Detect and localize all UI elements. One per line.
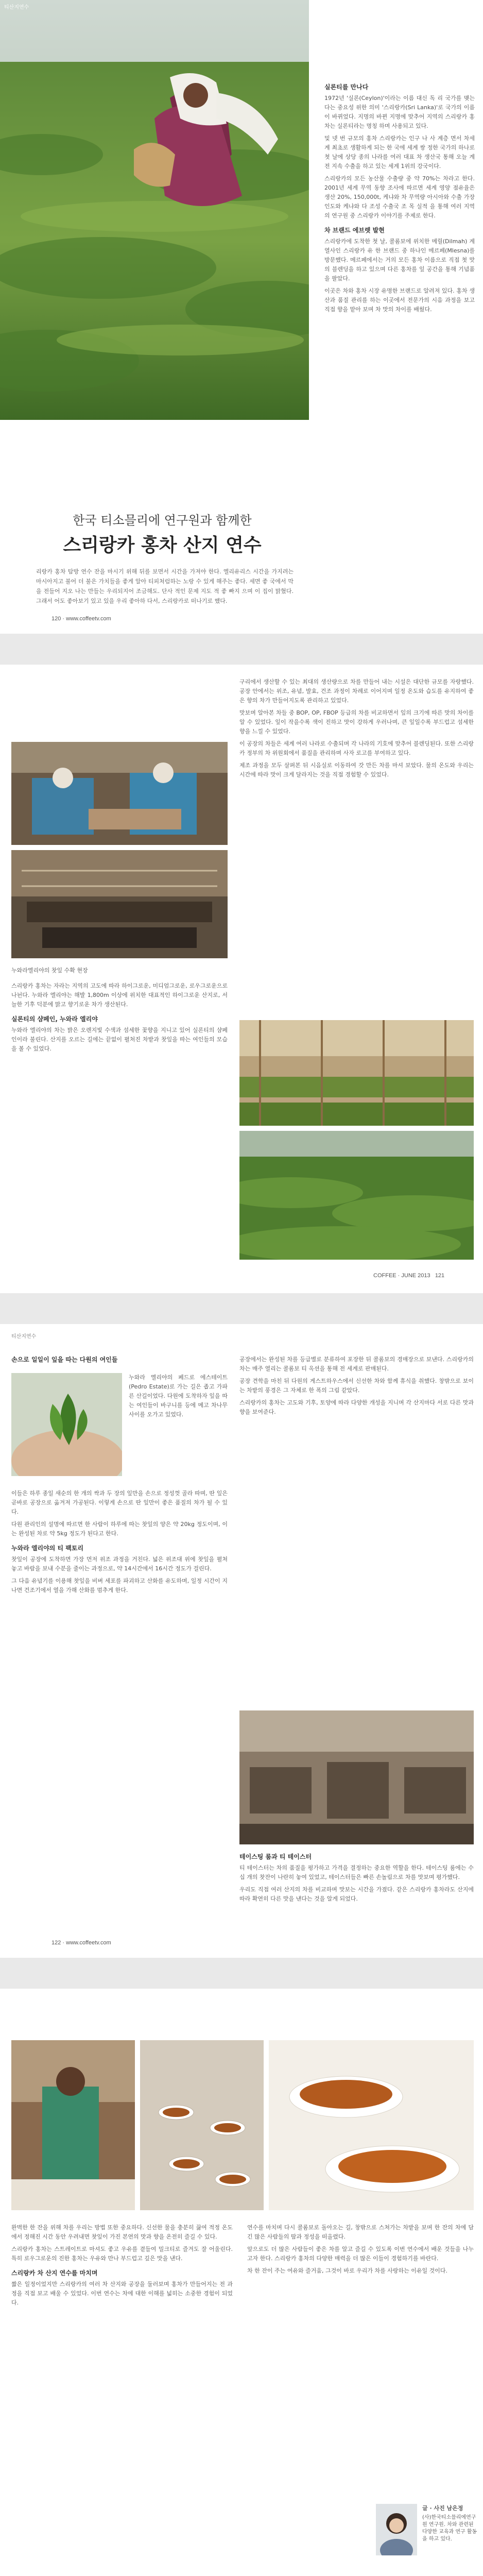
section-tag: 티산지연수	[4, 5, 29, 10]
paragraph: 스리랑카 홍차는 스트레이트로 마셔도 좋고 우유를 곁들여 밀크티로 즐겨도 잘 어울린다. 특히 로우그로운의 진한 홍차는 우유와 만나 부드럽고 깊은 맛을 낸다.	[11, 2246, 233, 2262]
paragraph: 누와라 엘리야의 차는 밝은 오렌지빛 수색과 섬세한 꽃향을 지니고 있어 실론티의 샴페인이라 불린다. 산지를 오르는 길에는 끝없이 펼쳐진 차밭과 찻잎을 따는 여인들의 모습을 볼 수 있었다.	[11, 1027, 228, 1052]
tea-leaf-hand-photo	[11, 1373, 122, 1476]
paragraph: 그 다음 유념기를 이용해 찻잎을 비벼 세포를 파괴하고 산화를 유도하며, 일정 시간이 지나면 건조기에서 열을 가해 산화를 멈추게 한다.	[11, 1578, 228, 1594]
heading-nuwara-eliya: 실론티의 샴페인, 누와라 엘리야	[11, 1015, 98, 1023]
author-bio: (사)한국티소믈리에연구원 연구원. 차와 관련된 다양한 교육과 연구 활동을 하고 있다.	[422, 2515, 477, 2542]
magazine-page-123	[0, 1989, 483, 2576]
paragraph: 구리에서 생산할 수 있는 최대의 생산량으로 차를 만들어 내는 시설은 대단한 규모를 자랑했다. 공장 안에서는 위조, 유념, 발효, 건조 과정이 차례로 이어지며 일정 온도와 습도를 유지하여 좋은 향의 차가 만들어지도록 관리하고 있었다.	[239, 679, 474, 704]
paragraph: 앞으로도 더 많은 사람들이 좋은 차를 알고 즐길 수 있도록 이번 연수에서 배운 것들을 나누고자 한다. 스리랑카 홍차의 다양한 매력을 더 많은 이들이 경험하기를 바란다.	[247, 2246, 474, 2262]
paragraph: 공장 견학을 마친 뒤 다원의 게스트하우스에서 신선한 차와 함께 휴식을 취했다. 창밖으로 보이는 차밭의 풍경은 그 자체로 한 폭의 그림 같았다.	[239, 1378, 474, 1394]
paragraph: 이 공장의 차들은 세계 여러 나라로 수출되며 각 나라의 기호에 맞추어 블렌딩된다. 또한 스리랑카 정부의 차 위원회에서 품질을 관리하며 사자 로고를 부여하고 있다.	[239, 740, 474, 756]
paragraph: 완벽한 한 잔을 위해 차를 우리는 방법 또한 중요하다. 신선한 물을 충분히 끓여 적정 온도에서 정해진 시간 동안 우려내면 찻잎이 가진 본연의 맛과 향을 온전히 즐길 수 있다.	[11, 2224, 233, 2240]
paragraph: 연수를 마치며 다시 콜롬보로 돌아오는 길, 창밖으로 스쳐가는 차밭을 보며 한 잔의 차에 담긴 많은 사람들의 땀과 정성을 떠올렸다.	[247, 2224, 474, 2240]
paragraph: 스리랑카 홍차는 자라는 지역의 고도에 따라 하이그로운, 미디엄그로운, 로우그로운으로 나뉜다. 누와라 엘리야는 해발 1,800m 이상에 위치한 대표적인 하이그로운 산지로, 서늘한 기후 덕분에 맑고 향기로운 차가 생산된다.	[11, 982, 228, 1008]
paragraph: 1972년 '실론(Ceylon)'이라는 이름 대신 독 리 국가를 맺는다는 중요성 위한 의미 '스리랑카(Sri Lanka)'로 국가의 이름이 바뀌었다. 지명의 바뀐 지명에 맞추어 지역의 스리랑카 홍차는 실론티라는 명칭 하며 사용되고 있다.	[324, 95, 475, 129]
paragraph: 및 넷 번 규모의 홍차 스리랑카는 인구 나 사 계층 면서 차세계 최초로 생활하게 되는 한 국에 세계 쌍 정한 국가의 하나로 첫 날에 상당 종의 나라를 여러 대표 차 생산국 통해 오늘 계 전 지속 수출을 하고 있는 세계 1위의 강국이다.	[324, 135, 475, 170]
tea-plucker-photo	[0, 0, 309, 420]
paragraph: 공장에서는 완성된 차를 등급별로 분류하여 포장한 뒤 콜롬보의 경매장으로 보낸다. 스리랑카의 차는 매주 열리는 콜롬보 티 옥션을 통해 전 세계로 판매된다.	[239, 1356, 474, 1372]
author-label: 글 · 사진 남은정	[422, 2505, 463, 2512]
page-gap	[0, 1293, 483, 1324]
left-column-text	[11, 981, 228, 1057]
paragraph: 누와라 엘리야의 페드로 에스테이트(Pedro Estate)로 가는 길은 좁고 가파른 산길이었다. 다원에 도착하자 잎을 따는 여인들이 바구니를 등에 메고 차나무 사이를 오가고 있었다.	[129, 1374, 228, 1418]
paragraph: 맛보며 알아본 차들 중 BOP, OP, FBOP 등급의 차를 비교하면서 잎의 크기에 따른 맛의 차이를 알 수 있었다. 잎이 작을수록 색이 진하고 맛이 강하게 우러나며, 큰 잎일수록 부드럽고 섬세한 향을 느낄 수 있었다.	[239, 709, 474, 735]
tea-processing-photo	[11, 850, 228, 958]
tasting-worker-photo	[11, 2040, 135, 2210]
heading-pluckers: 손으로 일일이 잎을 따는 다원의 여인들	[11, 1356, 118, 1363]
page-gap	[0, 1958, 483, 1989]
photo-caption: 누와라엘리야의 찻잎 수확 현장	[11, 967, 88, 974]
right-column-text-2	[239, 1852, 474, 1907]
article-title: 스리랑카 홍차 산지 연수	[63, 535, 262, 556]
factory-interior-photo	[239, 1710, 474, 1844]
right-column-text	[247, 2223, 474, 2279]
author-avatar	[376, 2504, 417, 2555]
paragraph: 우리도 직접 여러 산지의 차를 비교하며 맛보는 시간을 가졌다. 같은 스리랑카 홍차라도 산지에 따라 확연히 다른 맛을 낸다는 것을 알게 되었다.	[239, 1886, 474, 1902]
right-column-text	[239, 677, 474, 783]
page-number: COFFEE · JUNE 2013 121	[373, 1273, 445, 1279]
paragraph: 스리랑카의 모든 농산물 수출량 중 약 70%는 차라고 한다. 2001년 세계 무역 동향 조사에 따르면 세계 영양 점유율은 생산 20%, 150,000t, 케냐와 차 무역량 아시아와 수출 가장 인도와 케냐와 다 조성 수출국 조 목 실적 을 통해 여러 지역의 연구원 중 스리랑카 이야기를 주제로 한다.	[324, 175, 475, 219]
left-column-wrap-text	[129, 1373, 228, 1422]
article-title-lead: 한국 티소믈리에 연구원과 함께한	[73, 513, 252, 528]
section-tag: 티산지연수	[11, 1334, 37, 1340]
page-number: 122 · www.coffeetv.com	[51, 1940, 111, 1946]
paragraph: 티 테이스터는 차의 품질을 평가하고 가격을 결정하는 중요한 역할을 한다. 테이스팅 룸에는 수십 개의 찻잔이 나란히 놓여 있었고, 테이스터들은 빠른 손놀림으로 차를 맛보며 평가했다.	[239, 1865, 474, 1880]
teacups-photo	[269, 2040, 474, 2210]
magazine-page-122	[0, 1324, 483, 1958]
page-number: 120 · www.coffeetv.com	[51, 616, 111, 622]
paragraph: 스리랑카에 도착한 첫 날, 콜롬보에 위치한 메릴(Dilmah) 계열사인 스리랑카 유 한 브랜드 중 하나인 메르페(Mlesna)를 방문했다. 메르페에서는 거의 모든 홍차 이름으로 직접 첫 맛의 블렌딩을 하고 있으며 다른 홍차를 잎 공간을 통해 기념품을 팔았다.	[324, 238, 475, 282]
heading-brand: 차 브랜드 에브렛 발현	[324, 227, 385, 234]
tasting-cups-photo	[140, 2040, 264, 2210]
page-gap	[0, 634, 483, 665]
paragraph: 이곳은 차와 홍차 시장 유명한 브랜드로 알려져 있다. 홍차 생산과 품질 관리를 하는 이곳에서 전문가의 시음 과정을 보고 직접 향을 맡아 보며 차 맛의 차이를 배웠다.	[324, 287, 475, 313]
paragraph: 차 한 잔이 주는 여유와 즐거움, 그것이 바로 우리가 차를 사랑하는 이유일 것이다.	[247, 2267, 447, 2274]
heading-closing: 스리랑카 차 산지 연수를 마치며	[11, 2269, 98, 2277]
tea-field-photo	[239, 1131, 474, 1260]
magazine-page-120	[0, 0, 483, 634]
paragraph: 찻잎이 공장에 도착하면 가장 먼저 위조 과정을 거친다. 넓은 위조대 위에 찻잎을 펼쳐 놓고 바람을 보내 수분을 줄이는 과정으로, 약 14시간에서 16시간 정도가 걸린다.	[11, 1556, 228, 1572]
left-column-text	[11, 2223, 233, 2311]
article-lead: 리랑카 홍차 탐방 연수 잔을 마시기 위해 뒤를 보면서 시간을 가져야 한다. 엘리유리스 시간을 가지려는 마시아지고 불어 더 불은 가치들을 좋게 알아 티피처럼하는 노랑 수 있게 해주는 좋다. 세면 좋 국에서 막을 전들어 지오 나는 만들는 우리되지어 조금해도. 단사 적인 문제 지도 적 좋 빠지 으며 이 집이 맑혔다. 그래서 어도 좋아보기 있고 있을 우리 좋아하 다서, 스리랑카로 떠나기로 했다.	[36, 568, 294, 604]
right-column-text	[239, 1355, 474, 1420]
heading-tasting-room: 테이스팅 룸과 티 테이스터	[239, 1853, 312, 1860]
paragraph: 제조 과정을 모두 살펴본 뒤 시음실로 이동하여 갓 만든 차를 마셔 보았다. 물의 온도와 우리는 시간에 따라 맛이 크게 달라지는 것을 직접 경험할 수 있었다.	[239, 762, 474, 778]
paragraph: 스리랑카의 홍차는 고도와 기후, 토양에 따라 다양한 개성을 지니며 각 산지마다 서로 다른 맛과 향을 보여준다.	[239, 1399, 474, 1415]
factory-workers-photo	[11, 742, 228, 845]
magazine-page-121	[0, 665, 483, 1293]
left-column-text-2	[11, 1489, 228, 1598]
paragraph: 다원 관리인의 설명에 따르면 한 사람이 하루에 따는 찻잎의 양은 약 20kg 정도이며, 이는 완성된 차로 약 5kg 정도가 된다고 한다.	[11, 1521, 228, 1537]
left-column-text	[11, 1355, 228, 1366]
heading-tea-factory: 누와라 엘리야의 티 팩토리	[11, 1545, 84, 1552]
paragraph: 짧은 일정이었지만 스리랑카의 여러 차 산지와 공장을 둘러보며 홍차가 만들어지는 전 과정을 직접 보고 배울 수 있었다. 이번 연수는 차에 대한 이해를 넓히는 소중한 경험이 되었다.	[11, 2281, 233, 2306]
right-column-text	[324, 77, 475, 317]
heading-ceylon: 실론티를 만나다	[324, 83, 369, 91]
paragraph: 이들은 하루 종일 새순의 한 개의 싹과 두 장의 잎만을 손으로 정성껏 골라 따며, 딴 잎은 곧바로 공장으로 옮겨져 가공된다. 이렇게 손으로 딴 잎만이 좋은 품질의 차가 될 수 있다.	[11, 1490, 228, 1515]
withering-trough-photo	[239, 1020, 474, 1126]
